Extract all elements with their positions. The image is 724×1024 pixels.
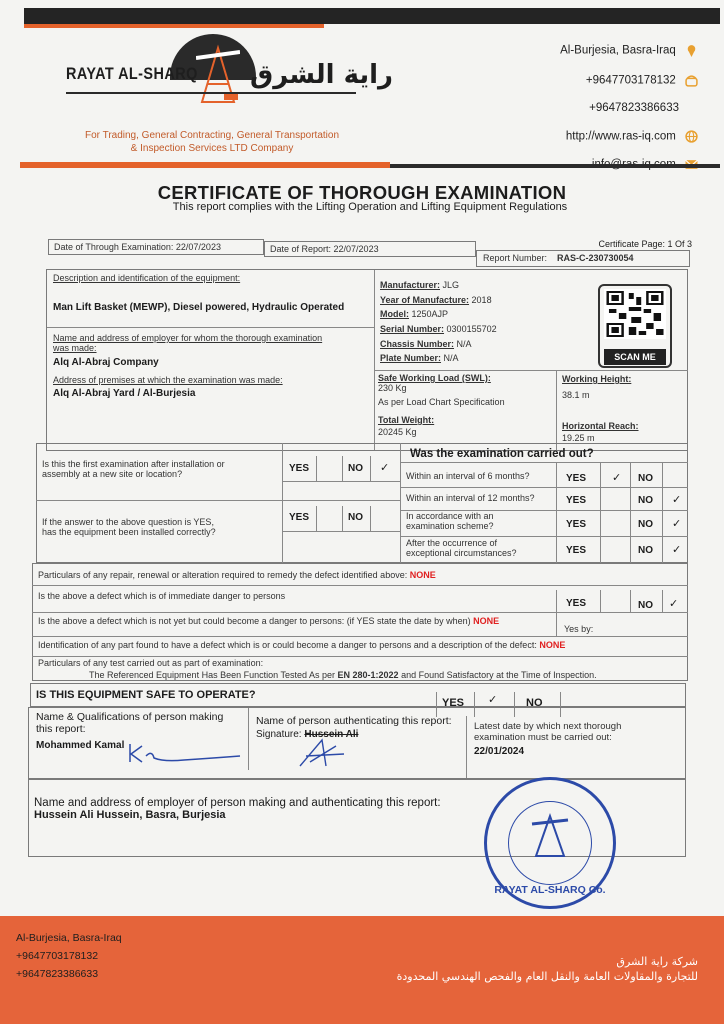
grid-v5 bbox=[342, 506, 343, 531]
grid-line-4 bbox=[282, 481, 400, 482]
immediate-danger-question: Is the above a defect which is of immediate danger to persons bbox=[38, 591, 286, 601]
exceptional-question: After the occurrence of exceptional circumstances? bbox=[406, 538, 517, 558]
grid-divider-b bbox=[400, 443, 401, 563]
grid-line-carried bbox=[400, 462, 688, 463]
logo-underline bbox=[66, 92, 356, 94]
test-detail: The Referenced Equipment Has Been Function Tested As per EN 280-1:2022 and Found Satisfactory at the Time of Inspection. bbox=[89, 670, 597, 680]
footer-phone-1: +9647703178132 bbox=[16, 950, 99, 962]
employer-label-2: was made: bbox=[53, 343, 97, 353]
defect-v1 bbox=[556, 590, 557, 636]
report-date-cell: Date of Report: 22/07/2023 bbox=[264, 241, 476, 257]
stamp-oil-pump-icon bbox=[530, 812, 570, 860]
scheme-no[interactable]: NO bbox=[638, 519, 653, 530]
header-website: http://www.ras-iq.com bbox=[566, 130, 698, 143]
company-tagline: For Trading, General Contracting, General Transportation & Inspection Services LTD Company bbox=[84, 130, 340, 154]
grid-line-1 bbox=[400, 487, 688, 488]
grid-line-mid bbox=[36, 500, 400, 501]
equipment-row-line-2 bbox=[374, 370, 688, 371]
report-employer-label: Name and address of employer of person making and authenticating this report: bbox=[34, 797, 441, 809]
certificate-subtitle: This report complies with the Lifting Operation and Lifting Equipment Regulations bbox=[172, 201, 568, 213]
reach-label: Horizontal Reach: bbox=[562, 421, 639, 431]
first-exam-question: Is this the first examination after installation or assembly at a new site or location? bbox=[42, 459, 225, 479]
model-row: Model: 1250AJP bbox=[380, 309, 449, 319]
defect-v3 bbox=[630, 590, 631, 612]
equipment-desc: Man Lift Basket (MEWP), Diesel powered, Hydraulic Operated bbox=[53, 302, 345, 313]
exceptional-no-check: ✓ bbox=[672, 544, 682, 556]
employer-label: Name and address of employer for whom the thorough examination bbox=[53, 333, 323, 343]
grid-divider-a bbox=[282, 443, 283, 563]
grid-v3 bbox=[370, 456, 371, 481]
height-label: Working Height: bbox=[562, 374, 632, 384]
height-value: 38.1 m bbox=[562, 390, 590, 400]
grid-v1 bbox=[316, 456, 317, 481]
signature-row: Signature: Hussein Ali bbox=[256, 729, 359, 740]
employer-name: Alq Al-Abraj Company bbox=[53, 357, 159, 368]
yes-by-label: Yes by: bbox=[564, 624, 594, 634]
scheme-yes[interactable]: YES bbox=[566, 519, 587, 530]
installed-yes[interactable]: YES bbox=[289, 512, 310, 523]
qr-code-icon[interactable] bbox=[604, 289, 666, 339]
logo-arabic-text: راية الشرق bbox=[250, 60, 394, 90]
weight-label: Total Weight: bbox=[378, 415, 435, 425]
safe-question: IS THIS EQUIPMENT SAFE TO OPERATE? bbox=[36, 689, 256, 701]
footer-arabic-name: شركة راية الشرق bbox=[616, 955, 698, 968]
sig-v1 bbox=[248, 708, 249, 770]
safe-yes-check: ✓ bbox=[488, 694, 498, 706]
exam-date-cell: Date of Through Examination: 22/07/2023 bbox=[48, 239, 264, 255]
defect-line-4 bbox=[32, 656, 688, 657]
grid-line-3 bbox=[400, 536, 688, 537]
header-divider-orange bbox=[20, 162, 390, 168]
interval-12-yes[interactable]: YES bbox=[566, 495, 587, 506]
next-exam-label: Latest date by which next thorough examination must be carried out: bbox=[474, 721, 622, 743]
interval-12-no-check: ✓ bbox=[672, 494, 682, 506]
premises: Alq Al-Abraj Yard / Al-Burjesia bbox=[53, 388, 196, 399]
header-divider-dark bbox=[390, 164, 720, 168]
next-exam-date: 22/01/2024 bbox=[474, 746, 525, 757]
defect-line-1 bbox=[32, 585, 688, 586]
grid-v6 bbox=[370, 506, 371, 531]
logo-oil-pump-icon bbox=[196, 44, 240, 104]
defect-line-3 bbox=[32, 636, 688, 637]
swl-label: Safe Working Load (SWL): bbox=[378, 373, 491, 383]
stamp-text: RAYAT AL-SHARQ Co. bbox=[494, 884, 606, 896]
test-label: Particulars of any test carried out as part of examination: bbox=[38, 658, 264, 668]
equipment-row-line bbox=[47, 327, 374, 328]
maker-signature-icon bbox=[124, 740, 244, 766]
first-exam-no[interactable]: NO bbox=[348, 463, 363, 474]
identification-row: Identification of any part found to have a defect which is or could become a danger to persons and a description of the defect: NONE bbox=[38, 640, 566, 650]
defect-line-2 bbox=[32, 612, 688, 613]
immediate-no[interactable]: NO bbox=[638, 600, 653, 611]
report-employer: Hussein Ali Hussein, Basra, Burjesia bbox=[34, 809, 226, 821]
installed-question: If the answer to the above question is YES, has the equipment been installed correctly? bbox=[42, 517, 216, 537]
header-accent-bar bbox=[24, 24, 324, 28]
interval-6-yes[interactable]: YES bbox=[566, 473, 587, 484]
grid-v4 bbox=[316, 506, 317, 531]
interval-12-no[interactable]: NO bbox=[638, 495, 653, 506]
installed-no[interactable]: NO bbox=[348, 512, 363, 523]
header-phone-1: +9647703178132 bbox=[586, 74, 698, 87]
swl-note: As per Load Chart Specification bbox=[378, 397, 505, 407]
location-pin-icon bbox=[685, 44, 698, 57]
sig-v2 bbox=[466, 716, 467, 778]
swl-value: 230 Kg bbox=[378, 383, 407, 393]
chassis-row: Chassis Number: N/A bbox=[380, 339, 472, 349]
globe-icon bbox=[685, 130, 698, 143]
weight-value: 20245 Kg bbox=[378, 427, 417, 437]
plate-row: Plate Number: N/A bbox=[380, 353, 459, 363]
immediate-no-check: ✓ bbox=[669, 598, 679, 610]
manufacturer-row: Manufacturer: JLG bbox=[380, 280, 460, 290]
header-address: Al-Burjesia, Basra-Iraq bbox=[560, 44, 698, 57]
scheme-question: In accordance with an examination scheme? bbox=[406, 511, 494, 531]
reach-value: 19.25 m bbox=[562, 433, 595, 443]
grid-v9 bbox=[630, 462, 631, 563]
immediate-yes[interactable]: YES bbox=[566, 598, 587, 609]
interval-6-question: Within an interval of 6 months? bbox=[406, 471, 530, 481]
defect-v2 bbox=[600, 590, 601, 612]
footer-phone-2: +9647823386633 bbox=[16, 968, 99, 980]
auth-label: Name of person authenticating this report: bbox=[256, 715, 452, 727]
certificate-title: CERTIFICATE OF THOROUGH EXAMINATION bbox=[157, 182, 567, 203]
phone-icon bbox=[685, 74, 698, 87]
grid-v8 bbox=[600, 462, 601, 563]
scan-me-label: SCAN ME bbox=[604, 349, 666, 365]
certificate-page: Certificate Page: 1 Of 3 bbox=[598, 239, 692, 249]
exceptional-no[interactable]: NO bbox=[638, 545, 653, 556]
auth-signature-icon bbox=[296, 736, 352, 770]
equipment-divider-2 bbox=[556, 370, 557, 450]
footer-address: Al-Burjesia, Basra-Iraq bbox=[16, 932, 122, 944]
premises-label: Address of premises at which the examination was made: bbox=[53, 375, 283, 385]
first-exam-yes[interactable]: YES bbox=[289, 463, 310, 474]
grid-v10 bbox=[662, 462, 663, 563]
logo-english-text: RAYAT AL-SHARQ bbox=[66, 64, 198, 83]
not-yet-danger-row: Is the above a defect which is not yet but could become a danger to persons: (if YES state the date by when) NONE bbox=[38, 616, 500, 626]
interval-6-no[interactable]: NO bbox=[638, 473, 653, 484]
safe-yes[interactable]: YES bbox=[442, 697, 465, 709]
interval-6-yes-check: ✓ bbox=[612, 472, 622, 484]
maker-label: Name & Qualifications of person making this report: bbox=[36, 711, 224, 735]
carried-out-heading: Was the examination carried out? bbox=[410, 448, 594, 460]
grid-v7 bbox=[556, 462, 557, 563]
repair-row: Particulars of any repair, renewal or alteration required to remedy the defect identified above: NONE bbox=[38, 570, 436, 580]
equipment-divider bbox=[374, 270, 375, 450]
serial-row: Serial Number: 0300155702 bbox=[380, 324, 497, 334]
footer-arabic-desc: للتجارة والمقاولات العامة والنقل العام والفحص الهندسي المحدودة bbox=[396, 970, 698, 983]
header-phone-2: +9647823386633 bbox=[589, 102, 679, 114]
year-row: Year of Manufacture: 2018 bbox=[380, 295, 492, 305]
maker-name: Mohammed Kamal bbox=[36, 740, 125, 751]
report-number-cell: Report Number: RAS-C-230730054 bbox=[476, 250, 690, 267]
exceptional-yes[interactable]: YES bbox=[566, 545, 587, 556]
defect-v4 bbox=[662, 590, 663, 612]
grid-line-5 bbox=[282, 531, 400, 532]
header-top-bar bbox=[24, 8, 720, 24]
scheme-no-check: ✓ bbox=[672, 518, 682, 530]
grid-v2 bbox=[342, 456, 343, 481]
interval-12-question: Within an interval of 12 months? bbox=[406, 493, 535, 503]
equipment-desc-label: Description and identification of the equipment: bbox=[53, 273, 241, 283]
safe-no[interactable]: NO bbox=[526, 697, 543, 709]
first-exam-no-check: ✓ bbox=[380, 462, 390, 474]
